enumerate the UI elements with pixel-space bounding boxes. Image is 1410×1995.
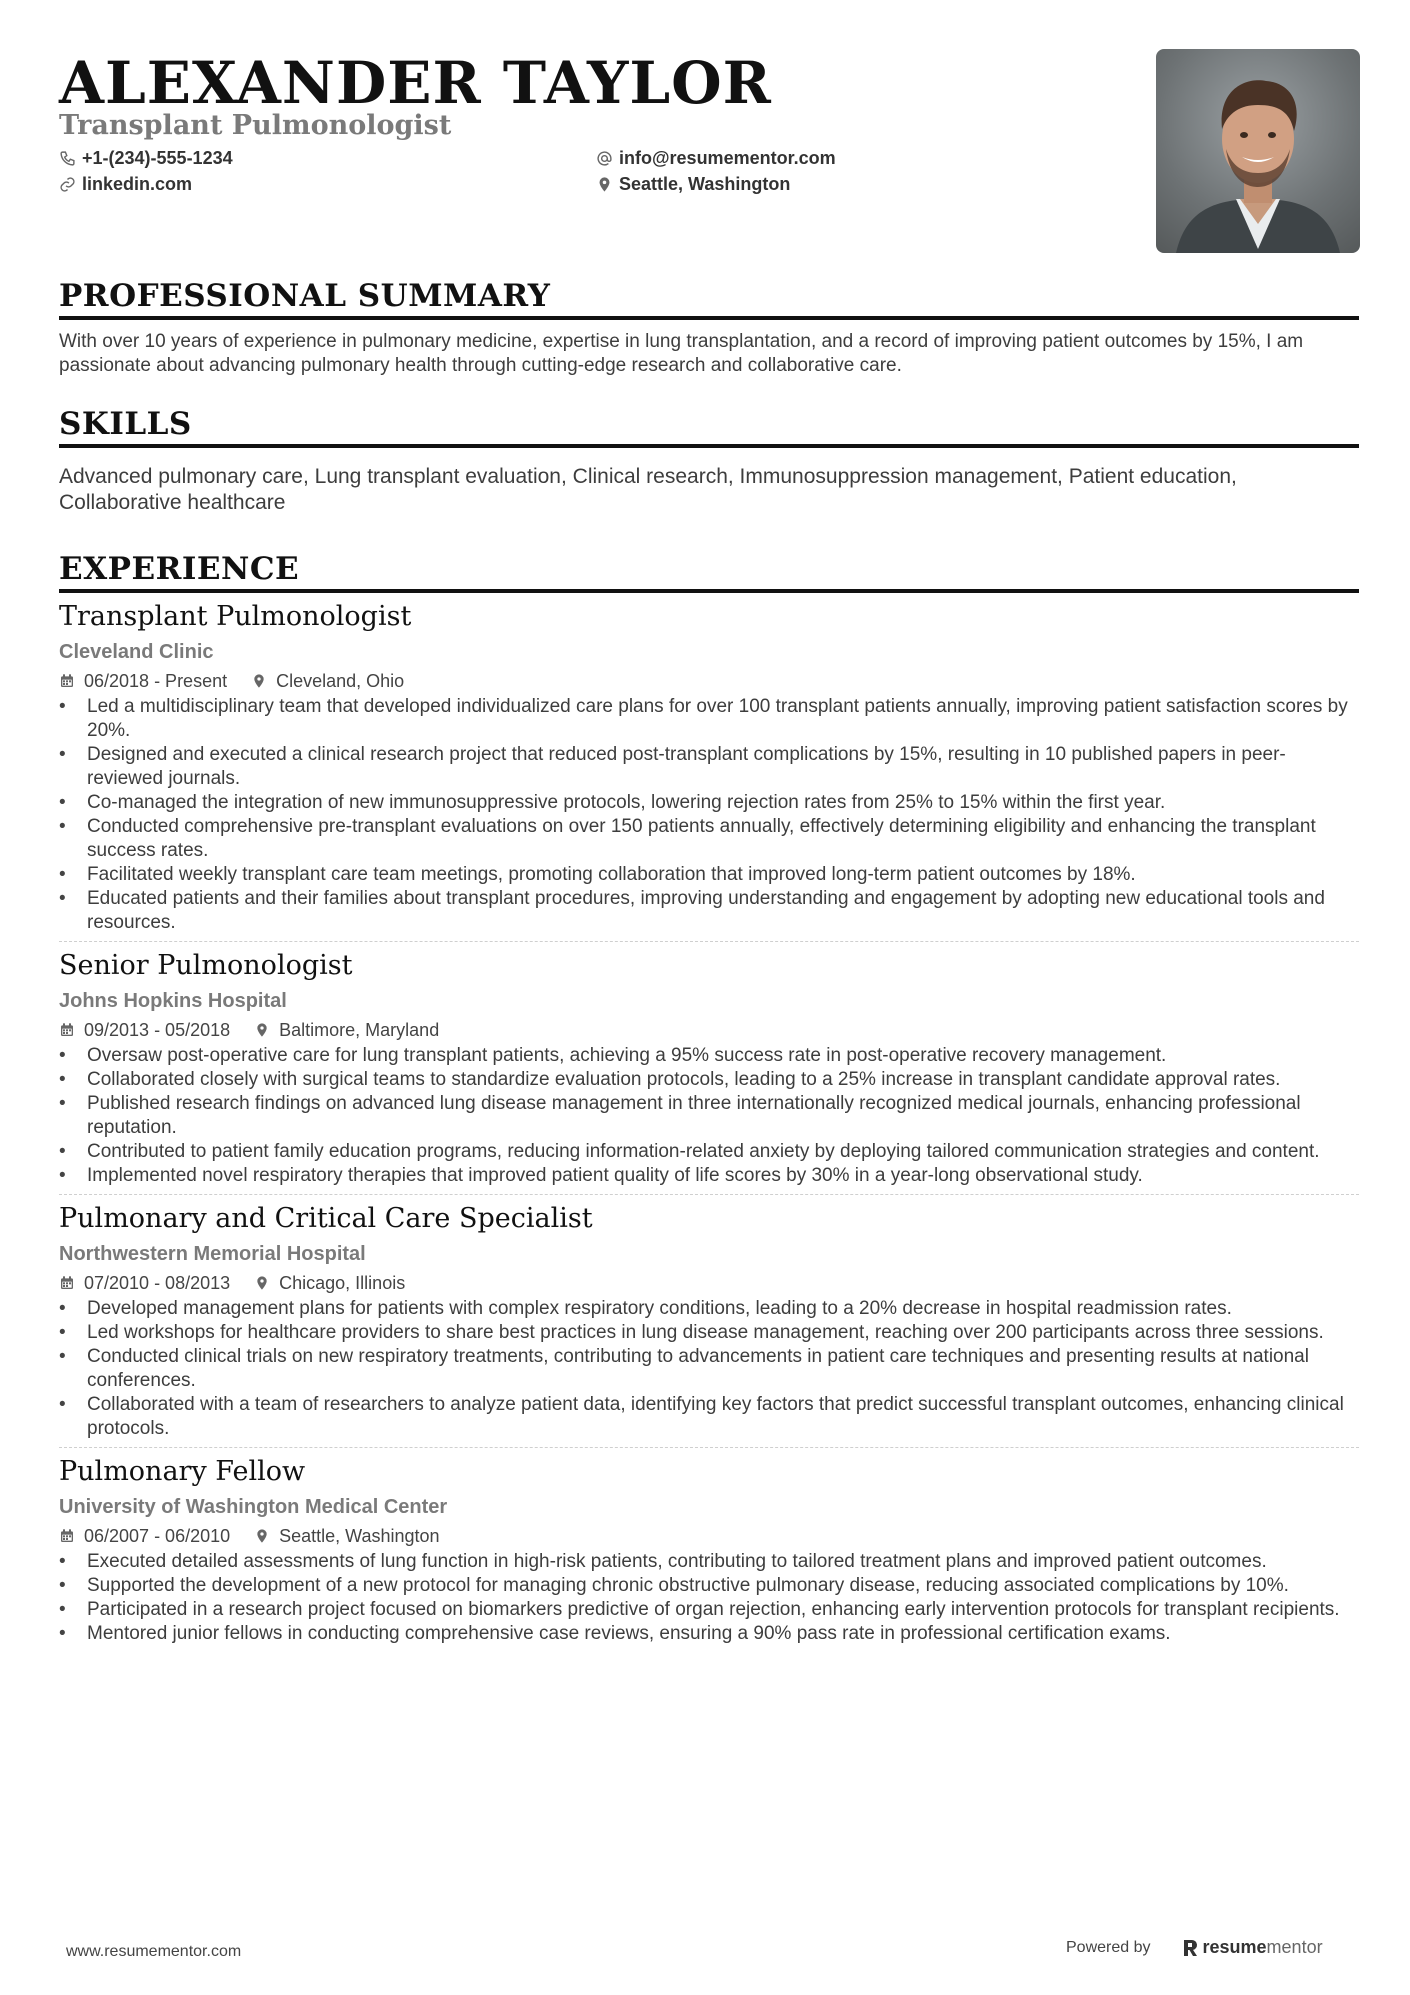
experience-heading: EXPERIENCE <box>59 549 1359 593</box>
list-item: • Developed management plans for patients with complex respiratory conditions, leading to a 20% decrease in hospital readmission rates. <box>59 1297 1359 1321</box>
profile-photo <box>1156 49 1360 253</box>
summary-section <box>59 276 1359 378</box>
summary-heading: PROFESSIONAL SUMMARY <box>59 276 1359 320</box>
job-meta <box>59 1524 1359 1548</box>
calendar-icon <box>59 1275 75 1291</box>
job-bullets <box>59 1044 1359 1188</box>
list-item: • Led a multidisciplinary team that developed individualized care plans for over 100 transplant patients annually, improving patient satisfaction scores by 20%. <box>59 695 1359 743</box>
list-item: • Co-managed the integration of new immunosuppressive protocols, lowering rejection rates from 25% to 15% within the first year. <box>59 791 1359 815</box>
calendar-icon <box>59 1528 75 1544</box>
list-item: • Mentored junior fellows in conducting comprehensive case reviews, ensuring a 90% pass rate in professional certification exams. <box>59 1622 1359 1646</box>
list-item: • Contributed to patient family education programs, reducing information-related anxiety by deploying tailored communication strategies and content. <box>59 1140 1359 1164</box>
list-item: • Conducted clinical trials on new respiratory treatments, contributing to advancements in patient care techniques and presenting results at national conferences. <box>59 1345 1359 1393</box>
phone-icon <box>59 150 76 167</box>
contact-linkedin[interactable] <box>59 174 192 195</box>
candidate-title: Transplant Pulmonologist <box>59 110 452 141</box>
list-item: • Executed detailed assessments of lung function in high-risk patients, contributing to tailored treatment plans and improved patient outcomes. <box>59 1550 1359 1574</box>
skills-section <box>59 404 1359 516</box>
avatar-illustration <box>1156 49 1360 253</box>
brand-logo[interactable] <box>1181 1937 1323 1958</box>
job-title: Senior Pulmonologist <box>59 950 353 981</box>
job-bullets <box>59 1297 1359 1441</box>
job-dates: 06/2007 - 06/2010 <box>84 1526 231 1546</box>
linkedin-text: linkedin.com <box>82 174 193 194</box>
job-location: Chicago, Illinois <box>279 1273 406 1293</box>
location-pin-icon <box>254 1528 270 1544</box>
location-pin-icon <box>254 1022 270 1038</box>
job-company: Johns Hopkins Hospital <box>59 990 287 1012</box>
resumementor-logo-icon <box>1181 1938 1199 1958</box>
contact-phone[interactable] <box>59 148 233 169</box>
job-meta <box>59 1018 1359 1042</box>
skills-heading: SKILLS <box>59 404 1359 448</box>
job-entry <box>59 1201 1359 1448</box>
skills-text: Advanced pulmonary care, Lung transplant evaluation, Clinical research, Immunosuppression management, Patient education, Collaborative healthcare <box>59 465 1237 514</box>
experience-section <box>59 549 1359 1658</box>
resume-header <box>59 0 1359 260</box>
job-location: Baltimore, Maryland <box>279 1020 440 1040</box>
job-entry <box>59 948 1359 1195</box>
job-dates: 09/2013 - 05/2018 <box>84 1020 231 1040</box>
list-item: • Educated patients and their families about transplant procedures, improving understanding and engagement by adopting new educational tools and resources. <box>59 887 1359 935</box>
summary-text: With over 10 years of experience in pulmonary medicine, expertise in lung transplantation, and a record of improving patient outcomes by 15%, I am passionate about advancing pulmonary health through cutting-edge research and collaborative care. <box>59 331 1304 376</box>
list-item: • Supported the development of a new protocol for managing chronic obstructive pulmonary disease, reducing associated complications by 10%. <box>59 1574 1359 1598</box>
at-icon <box>596 150 613 167</box>
job-company: Northwestern Memorial Hospital <box>59 1243 366 1265</box>
list-item: • Led workshops for healthcare providers to share best practices in lung disease management, reaching over 200 participants across three sessions. <box>59 1321 1359 1345</box>
location-text: Seattle, Washington <box>619 174 791 194</box>
location-pin-icon <box>596 176 613 193</box>
location-pin-icon <box>251 673 267 689</box>
list-item: • Conducted comprehensive pre-transplant evaluations on over 150 patients annually, effectively determining eligibility and enhancing the transplant success rates. <box>59 815 1359 863</box>
job-bullets <box>59 695 1359 935</box>
location-pin-icon <box>254 1275 270 1291</box>
link-icon <box>59 176 76 193</box>
list-item: • Collaborated closely with surgical teams to standardize evaluation protocols, leading to a 25% increase in transplant candidate approval rates. <box>59 1068 1359 1092</box>
brand-bold: resume <box>1202 1937 1267 1957</box>
job-dates: 06/2018 - Present <box>84 671 228 691</box>
list-item: • Implemented novel respiratory therapies that improved patient quality of life scores by 30% in a year-long observational study. <box>59 1164 1359 1188</box>
list-item: • Designed and executed a clinical research project that reduced post-transplant complications by 15%, resulting in 10 published papers in peer-reviewed journals. <box>59 743 1359 791</box>
candidate-name: ALEXANDER TAYLOR <box>59 49 772 117</box>
job-entry <box>59 599 1359 942</box>
job-title: Transplant Pulmonologist <box>59 601 412 632</box>
email-text: info@resumementor.com <box>619 148 836 168</box>
job-location: Cleveland, Ohio <box>276 671 405 691</box>
resume-page <box>59 0 1359 1644</box>
powered-by-text: Powered by <box>1066 1938 1151 1956</box>
job-entry <box>59 1454 1359 1652</box>
contact-location <box>596 174 790 195</box>
list-item: • Collaborated with a team of researchers to analyze patient data, identifying key factors that predict successful transplant outcomes, enhancing clinical protocols. <box>59 1393 1359 1441</box>
job-company: Cleveland Clinic <box>59 641 214 663</box>
job-location: Seattle, Washington <box>279 1526 440 1546</box>
footer-powered <box>1066 1937 1323 1958</box>
phone-text: +1-(234)-555-1234 <box>82 148 233 168</box>
contact-email[interactable] <box>596 148 836 169</box>
job-title: Pulmonary Fellow <box>59 1456 306 1487</box>
job-title: Pulmonary and Critical Care Specialist <box>59 1203 593 1234</box>
list-item: • Published research findings on advanced lung disease management in three internationally recognized medical journals, enhancing professional reputation. <box>59 1092 1359 1140</box>
calendar-icon <box>59 1022 75 1038</box>
job-bullets <box>59 1550 1359 1646</box>
list-item: • Facilitated weekly transplant care team meetings, promoting collaboration that improved long-term patient outcomes by 18%. <box>59 863 1359 887</box>
list-item: • Participated in a research project focused on biomarkers predictive of organ rejection, enhancing early intervention protocols for transplant recipients. <box>59 1598 1359 1622</box>
footer-website[interactable]: www.resumementor.com <box>66 1943 242 1960</box>
list-item: • Oversaw post-operative care for lung transplant patients, achieving a 95% success rate in post-operative recovery management. <box>59 1044 1359 1068</box>
job-meta <box>59 1271 1359 1295</box>
job-company: University of Washington Medical Center <box>59 1496 448 1518</box>
job-dates: 07/2010 - 08/2013 <box>84 1273 231 1293</box>
job-meta <box>59 669 1359 693</box>
brand-light: mentor <box>1266 1937 1323 1957</box>
calendar-icon <box>59 673 75 689</box>
